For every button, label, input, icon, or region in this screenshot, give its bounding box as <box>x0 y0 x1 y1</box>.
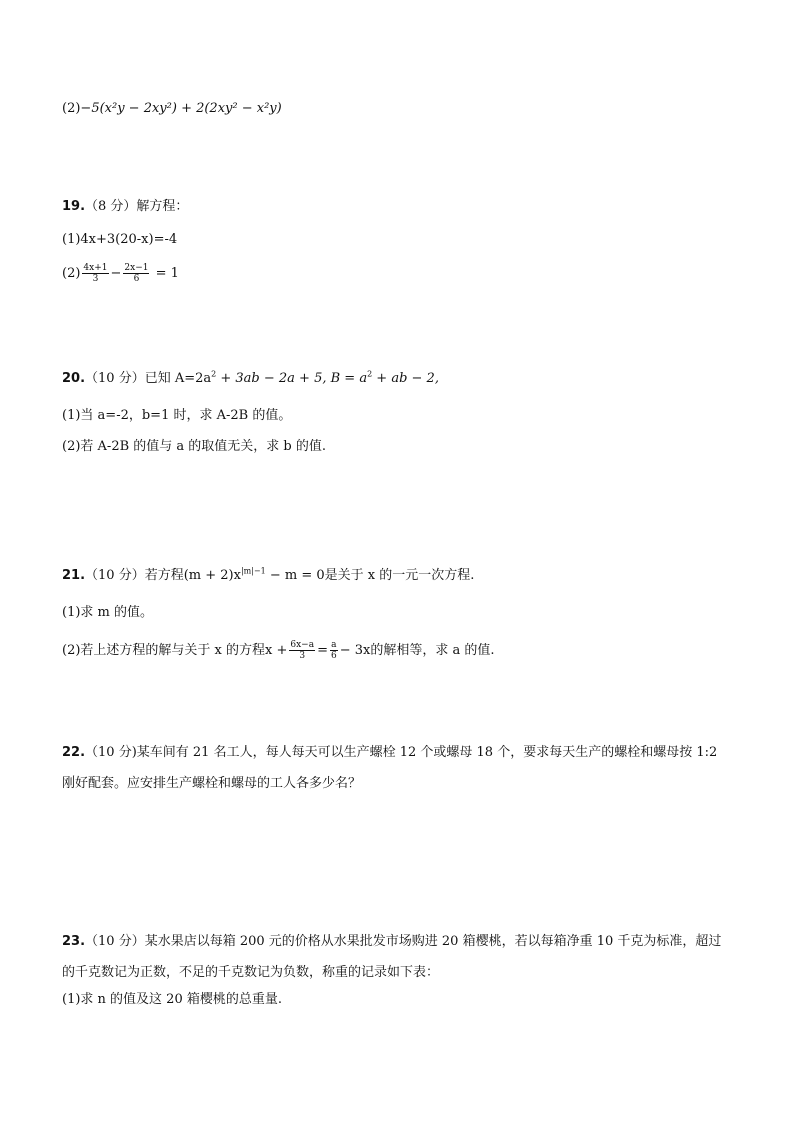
question-number: 22. <box>62 745 86 760</box>
fraction <box>330 640 338 661</box>
question-21-part-1 <box>62 604 153 622</box>
part-text: (1)求 m 的值。 <box>62 605 154 620</box>
denominator: 6 <box>331 651 337 661</box>
part-text: (2)若上述方程的解与关于 x 的方程x + <box>62 643 288 658</box>
exponent: |m|−1 <box>240 566 266 576</box>
part-label: (2) <box>62 101 81 116</box>
numerator: 6x−a <box>290 640 315 650</box>
question-text: （10 分)某车间有 21 名工人，每人每天可以生产螺栓 12 个或螺母 18 个，要求每天生产的螺栓和螺母按 1:2 刚好配套。应安排生产螺栓和螺母的工人各多少名？ <box>62 745 718 791</box>
part-text: (1)当 a=-2，b=1 时，求 A-2B 的值。 <box>62 408 292 423</box>
question-20-part-1 <box>62 407 291 425</box>
question-text: （8 分）解方程： <box>85 199 189 214</box>
rhs: = 1 <box>155 266 179 281</box>
question-19-heading <box>62 198 188 216</box>
fraction <box>123 263 149 284</box>
part-text: (2)若 A-2B 的值与 a 的取值无关，求 b 的值. <box>62 439 327 454</box>
question-text: − m = 0是关于 x 的一元一次方程. <box>265 568 475 583</box>
denominator: 3 <box>299 651 306 661</box>
question-21-part-2 <box>62 640 495 661</box>
question-20-part-2 <box>62 438 326 456</box>
part-text: (1)求 n 的值及这 20 箱樱桃的总重量. <box>62 992 282 1007</box>
part-label: (2) <box>62 266 81 281</box>
numerator: a <box>331 640 337 650</box>
denominator: 6 <box>133 274 140 284</box>
numerator: 2x−1 <box>124 263 149 273</box>
question-22 <box>62 737 728 799</box>
question-23 <box>62 926 728 988</box>
exponent: 2 <box>367 369 373 379</box>
question-number: 23. <box>62 934 86 949</box>
exponent: 2 <box>211 369 217 379</box>
question-19-part-2 <box>62 263 179 284</box>
fraction <box>82 263 108 284</box>
expression: −5(x²y − 2xy²) + 2(2xy² − x²y) <box>80 101 282 116</box>
question-number: 21. <box>62 568 86 583</box>
operator: = <box>317 643 328 658</box>
question-text: （10 分）已知 A=2a <box>85 371 212 386</box>
question-number: 19. <box>62 199 86 214</box>
part-text: − 3x的解相等，求 a 的值. <box>339 643 495 658</box>
problem-18-part-2 <box>62 100 282 118</box>
question-23-part-1 <box>62 991 282 1009</box>
operator: − <box>110 266 122 281</box>
question-text: + 3ab − 2a + 5, B = a <box>216 371 368 386</box>
part-text: (1)4x+3(20-x)=-4 <box>62 232 178 247</box>
question-21-heading <box>62 567 474 585</box>
question-text: （10 分）若方程(m + 2)x <box>85 568 241 583</box>
question-text: + ab − 2, <box>372 371 439 386</box>
numerator: 4x+1 <box>83 263 108 273</box>
fraction <box>289 640 315 661</box>
question-19-part-1 <box>62 231 177 249</box>
question-number: 20. <box>62 371 86 386</box>
denominator: 3 <box>92 274 99 284</box>
question-text: （10 分）某水果店以每箱 200 元的价格从水果批发市场购进 20 箱樱桃，若以每箱净重 10 千克为标准，超过的千克数记为正数，不足的千克数记为负数，称重的记录如下表： <box>62 934 722 980</box>
question-20-heading <box>62 370 439 388</box>
